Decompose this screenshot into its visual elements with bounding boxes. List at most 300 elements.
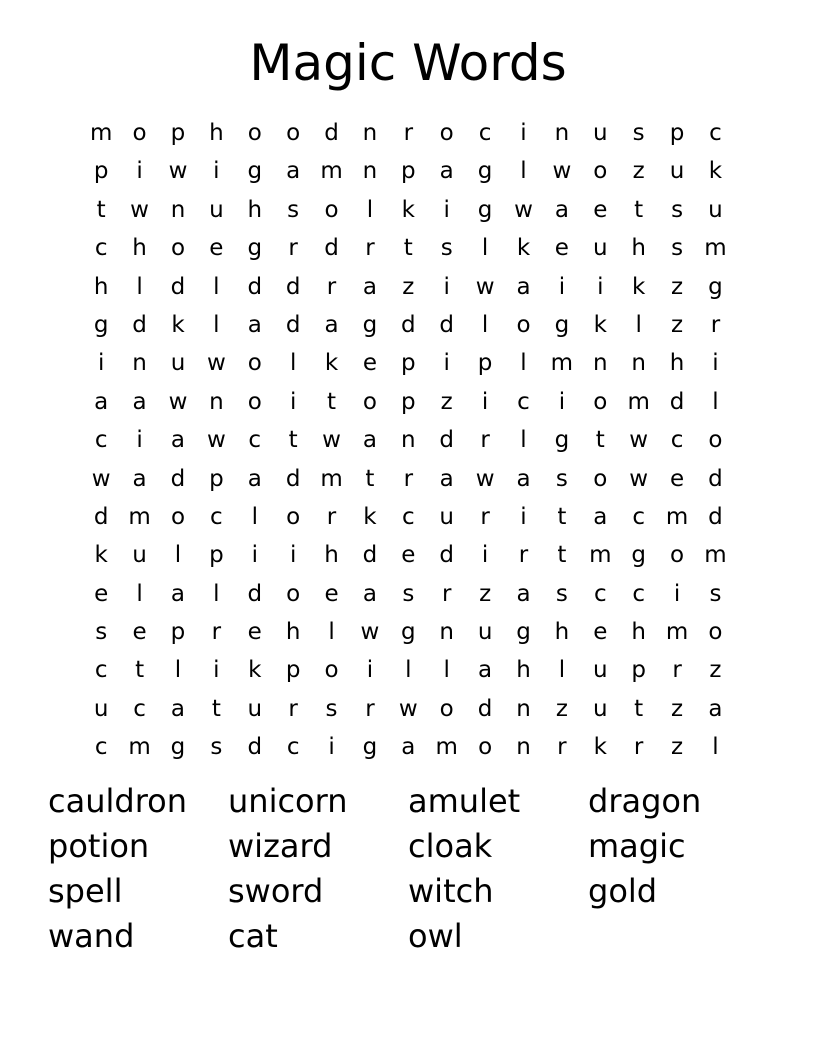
grid-letter: m (665, 619, 689, 646)
grid-letter: c (632, 580, 645, 607)
grid-letter: c (401, 503, 415, 530)
grid-letter: i (289, 542, 297, 569)
grid-letter: p (93, 158, 109, 185)
grid-letter: g (554, 427, 570, 454)
grid-letter: c (478, 120, 492, 146)
grid-letter: c (210, 503, 223, 530)
word-list-item: spell (48, 872, 123, 910)
grid-letter: d (247, 734, 263, 761)
grid-letter: z (440, 388, 453, 415)
grid-letter: t (96, 196, 106, 223)
grid-letter: p (401, 388, 416, 415)
grid-letter: o (247, 388, 262, 415)
grid-letter: d (439, 542, 455, 569)
grid-letter: d (247, 580, 263, 607)
grid-letter: r (211, 619, 222, 646)
grid-letter: l (136, 580, 143, 607)
grid-letter: l (481, 235, 489, 262)
grid-letter: r (557, 734, 567, 761)
grid-letter: n (631, 350, 646, 377)
grid-letter: a (170, 427, 186, 454)
grid-letter: s (709, 580, 722, 607)
grid-letter: a (516, 465, 531, 492)
grid-letter: d (401, 311, 416, 338)
grid-letter: g (477, 196, 493, 223)
grid-letter: a (516, 580, 531, 607)
word-list-item: potion (48, 827, 150, 865)
grid-letter: p (209, 542, 224, 569)
grid-letter: e (401, 542, 416, 569)
grid-letter: l (136, 273, 143, 300)
grid-letter: p (631, 657, 646, 684)
grid-letter: i (443, 273, 450, 300)
grid-letter: i (366, 657, 374, 684)
grid-letter: a (94, 388, 109, 415)
grid-letter: a (554, 196, 569, 223)
grid-letter: u (209, 196, 224, 223)
word-list-item: cauldron (48, 782, 187, 820)
word-list-item: wizard (228, 827, 333, 865)
grid-letter: e (593, 619, 608, 646)
grid-letter: p (669, 120, 685, 146)
grid-letter: n (132, 350, 147, 377)
grid-letter: w (514, 196, 533, 223)
grid-letter: t (365, 465, 375, 492)
grid-letter: k (94, 542, 108, 569)
grid-letter: c (517, 388, 530, 415)
grid-letter: e (669, 465, 685, 492)
grid-letter: o (324, 196, 339, 223)
grid-letter: d (247, 273, 263, 300)
grid-letter: k (708, 158, 723, 185)
grid-letter: d (285, 273, 301, 300)
grid-letter: a (286, 158, 301, 185)
grid-letter: w (629, 427, 649, 454)
grid-letter: m (589, 542, 612, 569)
grid-letter: a (593, 503, 608, 530)
grid-letter: o (593, 465, 608, 492)
grid-letter: k (324, 350, 339, 377)
grid-letter: n (592, 350, 608, 377)
grid-letter: e (324, 580, 339, 607)
grid-letter: g (93, 311, 109, 338)
grid-letter: r (288, 235, 298, 262)
grid-letter: s (671, 196, 684, 223)
grid-letter: s (210, 734, 223, 761)
grid-letter: t (634, 695, 644, 722)
grid-letter: i (136, 158, 143, 185)
grid-letter: s (402, 580, 415, 607)
grid-letter: w (206, 427, 226, 454)
grid-letter: d (170, 465, 186, 492)
grid-letter: t (557, 503, 567, 530)
grid-letter: n (516, 734, 531, 761)
grid-letter: a (439, 158, 454, 185)
grid-letter: s (671, 235, 684, 262)
grid-letter: r (672, 657, 682, 684)
grid-letter: m (320, 465, 343, 492)
grid-letter: m (550, 350, 574, 377)
grid-letter: p (209, 465, 224, 492)
word-list-item: sword (228, 872, 324, 910)
grid-letter: w (475, 465, 495, 492)
word-list-item: owl (408, 917, 463, 955)
word-list (48, 779, 768, 959)
grid-letter: g (362, 734, 378, 761)
grid-letter: i (213, 158, 220, 185)
grid-letter: c (248, 427, 262, 454)
grid-letter: h (669, 350, 685, 377)
grid-letter: i (213, 657, 220, 684)
grid-letter: d (439, 427, 455, 454)
grid-letter: z (402, 273, 415, 300)
grid-letter: t (403, 235, 413, 262)
grid-letter: i (712, 350, 719, 377)
grid-letter: h (285, 619, 301, 646)
grid-letter: t (288, 427, 298, 454)
grid-letter: d (285, 311, 301, 338)
grid-letter: l (289, 350, 297, 377)
grid-letter: k (593, 734, 607, 761)
grid-letter: l (481, 311, 489, 338)
grid-letter: l (174, 542, 182, 569)
grid-letter: h (631, 619, 646, 646)
grid-letter: u (592, 120, 608, 146)
grid-letter: e (247, 619, 262, 646)
grid-letter: w (360, 619, 380, 646)
grid-letter: z (555, 695, 568, 722)
grid-letter: h (631, 235, 646, 262)
grid-letter: l (213, 580, 220, 607)
word-list-item: witch (408, 872, 494, 910)
word-list-item: unicorn (228, 782, 348, 820)
grid-letter: w (168, 158, 188, 185)
grid-letter: e (593, 196, 608, 223)
grid-letter: i (251, 542, 258, 569)
grid-letter: h (324, 542, 339, 569)
grid-letter: u (170, 350, 186, 377)
grid-letter: m (665, 503, 689, 530)
grid-letter: n (362, 158, 378, 185)
grid-letter: m (435, 734, 458, 761)
grid-letter: g (247, 235, 263, 262)
grid-letter: r (441, 580, 452, 607)
grid-letter: z (632, 158, 645, 185)
grid-letter: o (170, 503, 186, 530)
grid-letter: l (251, 503, 258, 530)
grid-letter: u (93, 695, 109, 722)
grid-letter: u (132, 542, 147, 569)
grid-letter: i (673, 580, 681, 607)
grid-letter: r (518, 542, 529, 569)
grid-letter: u (592, 657, 608, 684)
grid-letter: p (285, 657, 301, 684)
grid-letter: a (324, 311, 339, 338)
grid-letter: e (94, 580, 109, 607)
grid-letter: l (443, 657, 450, 684)
grid-letter: z (671, 734, 684, 761)
grid-letter: t (634, 196, 644, 223)
grid-letter: i (328, 734, 335, 761)
grid-letter: o (324, 657, 339, 684)
grid-letter: p (170, 619, 186, 646)
grid-letter: m (128, 503, 151, 530)
grid-letter: r (365, 235, 375, 262)
grid-letter: o (247, 350, 262, 377)
page-title: Magic Words (249, 34, 567, 92)
grid-letter: k (363, 503, 377, 530)
grid-letter: g (631, 542, 646, 569)
word-list-item: gold (588, 872, 658, 910)
grid-letter: p (477, 350, 493, 377)
grid-letter: r (403, 120, 414, 146)
grid-letter: c (670, 427, 684, 454)
grid-letter: h (554, 619, 570, 646)
word-list-item: magic (588, 827, 686, 865)
grid-letter: d (132, 311, 147, 338)
grid-letter: o (708, 427, 723, 454)
grid-letter: o (516, 311, 531, 338)
grid-letter: u (247, 695, 263, 722)
grid-letter: r (288, 695, 298, 722)
grid-letter: c (593, 580, 607, 607)
grid-letter: s (325, 695, 338, 722)
grid-letter: l (213, 273, 220, 300)
grid-letter: a (170, 580, 186, 607)
word-list-item: cloak (408, 827, 493, 865)
grid-letter: a (132, 465, 147, 492)
grid-letter: d (477, 695, 493, 722)
grid-letter: t (327, 388, 337, 415)
word-list-item: cat (228, 917, 278, 955)
grid-letter: l (520, 427, 527, 454)
grid-letter: a (362, 273, 377, 300)
grid-letter: u (669, 158, 685, 185)
grid-letter: c (286, 734, 300, 761)
grid-letter: z (671, 273, 684, 300)
grid-letter: w (629, 465, 649, 492)
grid-letter: t (557, 542, 567, 569)
grid-letter: a (247, 465, 262, 492)
grid-letter: m (704, 542, 727, 569)
grid-letter: k (516, 235, 531, 262)
grid-letter: z (709, 657, 722, 684)
grid-letter: g (708, 273, 723, 300)
grid-letter: l (366, 196, 374, 223)
grid-letter: c (709, 120, 722, 146)
grid-letter: g (554, 311, 570, 338)
grid-letter: p (401, 158, 416, 185)
grid-letter: n (170, 196, 186, 223)
grid-letter: l (328, 619, 335, 646)
grid-letter: t (595, 427, 605, 454)
grid-letter: o (478, 734, 493, 761)
grid-letter: k (593, 311, 607, 338)
grid-letter: a (170, 695, 186, 722)
grid-letter: i (597, 273, 604, 300)
letter-grid (82, 114, 735, 767)
grid-letter: l (520, 350, 527, 377)
grid-letter: c (632, 503, 645, 530)
grid-letter: l (174, 657, 182, 684)
grid-letter: g (170, 734, 186, 761)
grid-letter: a (132, 388, 147, 415)
grid-letter: n (554, 120, 570, 146)
word-list-item: amulet (408, 782, 521, 820)
grid-letter: l (213, 311, 220, 338)
grid-letter: m (627, 388, 650, 415)
grid-letter: r (480, 427, 490, 454)
grid-letter: z (671, 311, 684, 338)
grid-letter: c (94, 657, 108, 684)
grid-letter: w (168, 388, 188, 415)
grid-letter: a (362, 580, 377, 607)
grid-letter: c (94, 734, 108, 761)
grid-letter: p (401, 350, 416, 377)
grid-letter: d (669, 388, 685, 415)
grid-letter: i (98, 350, 105, 377)
grid-letter: g (516, 619, 531, 646)
grid-letter: n (516, 695, 531, 722)
grid-letter: n (439, 619, 454, 646)
grid-letter: h (247, 196, 263, 223)
grid-letter: g (477, 158, 493, 185)
grid-letter: a (478, 657, 493, 684)
grid-letter: o (362, 388, 377, 415)
grid-letter: a (247, 311, 262, 338)
grid-letter: r (633, 734, 644, 761)
grid-letter: o (439, 695, 454, 722)
grid-letter: i (136, 427, 143, 454)
grid-letter: m (89, 120, 113, 146)
grid-letter: o (593, 388, 608, 415)
grid-letter: r (403, 465, 414, 492)
grid-letter: d (324, 120, 339, 146)
grid-letter: k (171, 311, 185, 338)
grid-letter: w (206, 350, 226, 377)
grid-letter: u (592, 695, 608, 722)
grid-letter: a (516, 273, 531, 300)
grid-letter: e (554, 235, 569, 262)
grid-letter: d (362, 542, 378, 569)
grid-letter: o (170, 235, 186, 262)
grid-letter: o (132, 120, 147, 146)
grid-letter: l (635, 311, 642, 338)
grid-letter: d (708, 503, 723, 530)
grid-letter: w (130, 196, 149, 223)
grid-letter: w (398, 695, 418, 722)
grid-letter: c (94, 235, 108, 262)
grid-letter: o (286, 503, 301, 530)
grid-letter: e (132, 619, 147, 646)
grid-letter: r (480, 503, 490, 530)
grid-letter: n (401, 427, 416, 454)
grid-letter: u (592, 235, 608, 262)
grid-letter: d (324, 235, 339, 262)
grid-letter: k (632, 273, 646, 300)
grid-letter: s (632, 120, 645, 146)
grid-letter: o (286, 580, 301, 607)
grid-letter: l (712, 388, 719, 415)
grid-letter: u (439, 503, 454, 530)
grid-letter: c (133, 695, 146, 722)
grid-letter: g (247, 158, 263, 185)
grid-letter: i (481, 542, 489, 569)
grid-letter: k (401, 196, 415, 223)
grid-letter: a (362, 427, 377, 454)
grid-letter: u (477, 619, 493, 646)
grid-letter: s (440, 235, 453, 262)
grid-letter: r (326, 273, 337, 300)
grid-letter: r (365, 695, 375, 722)
grid-letter: l (712, 734, 719, 761)
grid-letter: o (708, 619, 723, 646)
grid-letter: n (362, 120, 378, 146)
grid-letter: d (93, 503, 109, 530)
grid-letter: e (362, 350, 377, 377)
grid-letter: o (670, 542, 685, 569)
grid-letter: c (94, 427, 108, 454)
grid-letter: d (708, 465, 723, 492)
grid-letter: h (209, 120, 224, 146)
grid-letter: e (209, 235, 224, 262)
grid-letter: s (95, 619, 108, 646)
grid-letter: m (320, 158, 343, 185)
grid-letter: w (552, 158, 572, 185)
grid-letter: n (209, 388, 224, 415)
grid-letter: u (708, 196, 723, 223)
grid-letter: a (401, 734, 416, 761)
grid-letter: a (439, 465, 454, 492)
grid-letter: l (558, 657, 566, 684)
grid-letter: l (520, 158, 527, 185)
grid-letter: t (135, 657, 145, 684)
grid-letter: a (708, 695, 723, 722)
grid-letter: i (558, 388, 566, 415)
grid-letter: p (170, 120, 186, 146)
grid-letter: o (247, 120, 262, 146)
grid-letter: i (520, 503, 527, 530)
grid-letter: o (439, 120, 454, 146)
grid-letter: i (289, 388, 297, 415)
grid-letter: h (93, 273, 109, 300)
grid-letter: r (326, 503, 337, 530)
grid-letter: t (211, 695, 221, 722)
grid-letter: w (322, 427, 341, 454)
grid-letter: g (401, 619, 416, 646)
word-list-item: wand (48, 917, 135, 955)
grid-letter: d (285, 465, 301, 492)
grid-letter: g (362, 311, 378, 338)
grid-letter: i (481, 388, 489, 415)
grid-letter: k (248, 657, 262, 684)
grid-letter: i (558, 273, 566, 300)
grid-letter: d (439, 311, 455, 338)
grid-letter: m (128, 734, 151, 761)
grid-letter: w (475, 273, 495, 300)
grid-letter: s (287, 196, 300, 223)
grid-letter: z (671, 695, 684, 722)
grid-letter: o (286, 120, 301, 146)
grid-letter: i (520, 120, 527, 146)
grid-letter: h (516, 657, 531, 684)
grid-letter: w (91, 465, 111, 492)
grid-letter: o (593, 158, 608, 185)
grid-letter: z (479, 580, 492, 607)
grid-letter: h (132, 235, 147, 262)
grid-letter: s (555, 465, 568, 492)
word-list-item: dragon (588, 782, 702, 820)
